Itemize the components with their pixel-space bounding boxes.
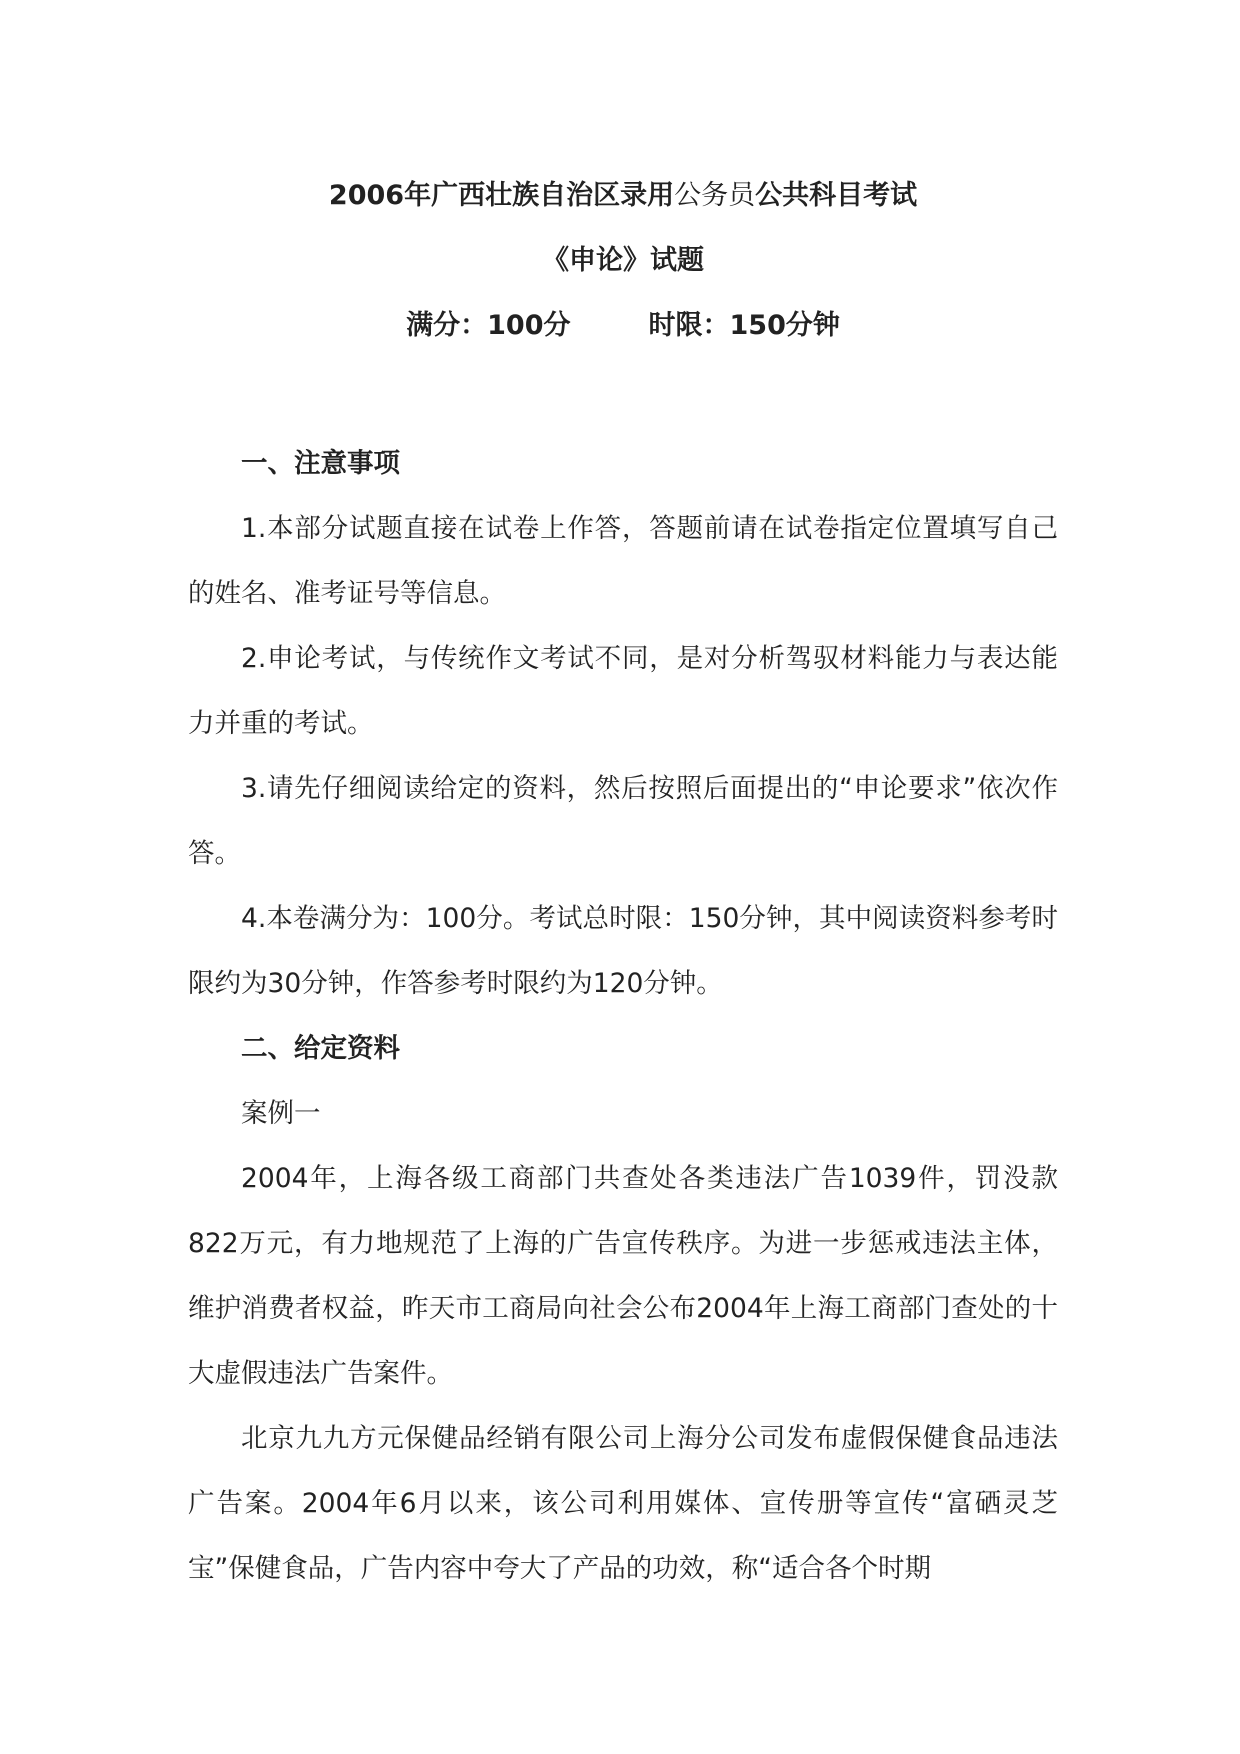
notice-item-2: 2.申论考试，与传统作文考试不同，是对分析驾驭材料能力与表达能力并重的考试。 bbox=[188, 643, 1058, 739]
case-label: 案例一 bbox=[241, 1098, 321, 1129]
section-heading-notice: 一、注意事项 bbox=[241, 448, 400, 479]
material-paragraph-2: 北京九九方元保健品经销有限公司上海分公司发布虚假保健食品违法广告案。2004年6月以来，该公司利用媒体、宣传册等宣传“富硒灵芝宝”保健食品，广告内容中夸大了产品的功效，称“适合各个时期 bbox=[188, 1423, 1058, 1584]
notice-item-1: 1.本部分试题直接在试卷上作答，答题前请在试卷指定位置填写自己的姓名、准考证号等信息。 bbox=[188, 513, 1058, 609]
document-body bbox=[188, 431, 1058, 1601]
time-limit: 时限：150分钟 bbox=[648, 310, 840, 341]
notice-item-4: 4.本卷满分为：100分。考试总时限：150分钟，其中阅读资料参考时限约为30分钟，作答参考时限约为120分钟。 bbox=[188, 903, 1058, 999]
exam-title-part2: 公务员 bbox=[674, 180, 756, 211]
material-paragraph-1: 2004年，上海各级工商部门共查处各类违法广告1039件，罚没款822万元，有力地规范了上海的广告宣传秩序。为进一步惩戒违法主体，维护消费者权益，昨天市工商局向社会公布2004年上海工商部门查处的十大虚假违法广告案件。 bbox=[188, 1163, 1058, 1389]
exam-subtitle: 《申论》试题 bbox=[542, 245, 704, 276]
full-score: 满分：100分 bbox=[406, 310, 571, 341]
exam-meta bbox=[188, 306, 1058, 346]
notice-item-3: 3.请先仔细阅读给定的资料，然后按照后面提出的“申论要求”依次作答。 bbox=[188, 773, 1058, 869]
exam-title-part3: 公共科目考试 bbox=[755, 180, 918, 211]
exam-title bbox=[188, 176, 1058, 216]
document-page bbox=[188, 0, 1058, 1754]
section-heading-materials: 二、给定资料 bbox=[241, 1033, 400, 1064]
exam-title-part1: 2006年广西壮族自治区录用 bbox=[328, 180, 675, 211]
